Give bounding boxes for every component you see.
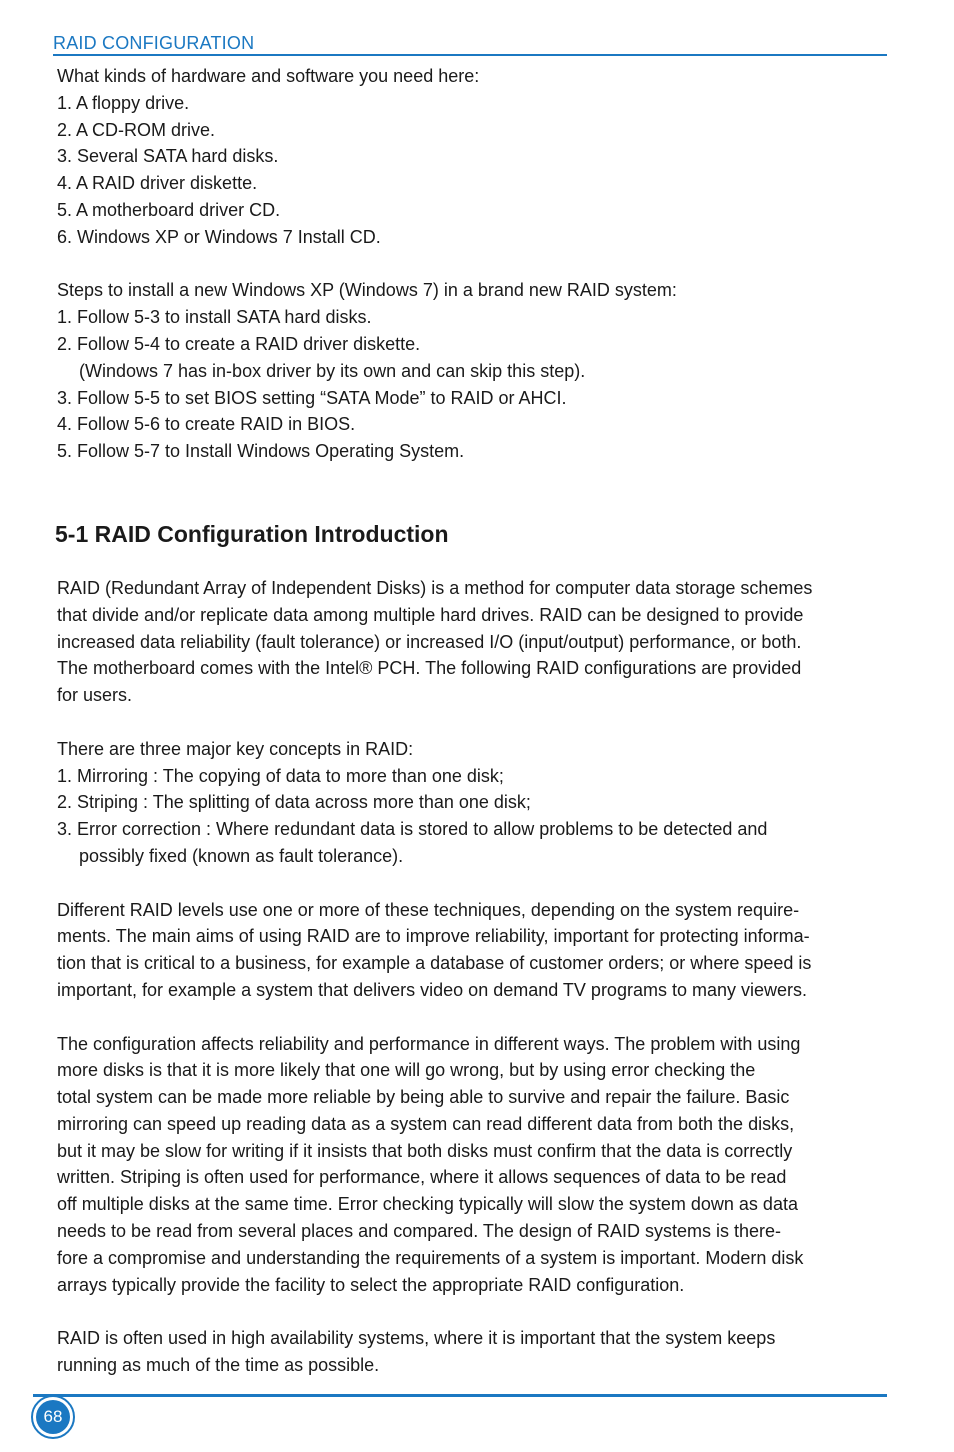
paragraph-line: fore a compromise and understanding the requirements of a system is important. Modern disk — [57, 1247, 804, 1268]
step-item: 3. Follow 5-5 to set BIOS setting “SATA Mode” to RAID or AHCI. — [57, 387, 567, 408]
section-title: 5-1 RAID Configuration Introduction — [55, 520, 449, 547]
paragraph-line: RAID is often used in high availability systems, where it is important that the system keeps — [57, 1328, 776, 1349]
paragraph-line: Different RAID levels use one or more of these techniques, depending on the system require- — [57, 899, 800, 920]
paragraph-line: that divide and/or replicate data among multiple hard drives. RAID can be designed to provide — [57, 604, 804, 625]
concepts-intro: There are three major key concepts in RAID: — [57, 738, 414, 759]
requirement-item: 4. A RAID driver diskette. — [57, 173, 258, 194]
concept-item-continued: possibly fixed (known as fault tolerance). — [79, 845, 404, 866]
paragraph-line: tion that is critical to a business, for example a database of customer orders; or where speed is — [57, 953, 812, 974]
requirements-intro: What kinds of hardware and software you need here: — [57, 66, 480, 86]
paragraph-line: The motherboard comes with the Intel® PCH. The following RAID configurations are provided — [57, 658, 802, 679]
paragraph-line: but it may be slow for writing if it insists that both disks must confirm that the data is correctly — [57, 1140, 793, 1161]
paragraph-line: arrays typically provide the facility to select the appropriate RAID configuration. — [57, 1274, 685, 1295]
header-rule — [53, 54, 887, 56]
requirement-item: 3. Several SATA hard disks. — [57, 146, 279, 167]
paragraph-line: important, for example a system that delivers video on demand TV programs to many viewers. — [57, 979, 807, 1000]
step-item: 5. Follow 5-7 to Install Windows Operating System. — [57, 441, 465, 462]
step-item: 2. Follow 5-4 to create a RAID driver diskette. — [57, 333, 421, 354]
concept-item: 1. Mirroring : The copying of data to more than one disk; — [57, 765, 504, 786]
paragraph-line: RAID (Redundant Array of Independent Disks) is a method for computer data storage schemes — [57, 577, 813, 598]
requirement-item: 2. A CD-ROM drive. — [57, 119, 216, 140]
paragraph-line: off multiple disks at the same time. Error checking typically will slow the system down as data — [57, 1194, 798, 1215]
page-content — [57, 63, 882, 1379]
step-item: 1. Follow 5-3 to install SATA hard disks. — [57, 307, 372, 328]
page-number: 68 — [36, 1400, 70, 1434]
paragraph-line: total system can be made more reliable by being able to survive and repair the failure. Basic — [57, 1087, 790, 1108]
paragraph-line: increased data reliability (fault tolerance) or increased I/O (input/output) performance, or both. — [57, 631, 802, 652]
paragraph-line: The configuration affects reliability and performance in different ways. The problem with using — [57, 1033, 801, 1054]
step-item: 4. Follow 5-6 to create RAID in BIOS. — [57, 414, 356, 435]
paragraph-line: mirroring can speed up reading data as a system can read different data from both the disks, — [57, 1113, 795, 1134]
step-note: (Windows 7 has in-box driver by its own and can skip this step). — [79, 360, 586, 381]
steps-intro: Steps to install a new Windows XP (Windows 7) in a brand new RAID system: — [57, 280, 677, 301]
footer-rule — [33, 1394, 887, 1397]
paragraph-line: more disks is that it is more likely that one will go wrong, but by using error checking the — [57, 1060, 756, 1081]
concept-item: 3. Error correction : Where redundant data is stored to allow problems to be detected and — [57, 819, 768, 840]
requirement-item: 1. A floppy drive. — [57, 92, 190, 113]
paragraph-line: running as much of the time as possible. — [57, 1355, 380, 1376]
concept-item: 2. Striping : The splitting of data across more than one disk; — [57, 792, 531, 813]
requirement-item: 5. A motherboard driver CD. — [57, 199, 281, 220]
running-header: RAID CONFIGURATION — [53, 33, 255, 53]
paragraph-line: needs to be read from several places and compared. The design of RAID systems is there- — [57, 1221, 782, 1242]
page-number-badge — [31, 1395, 75, 1439]
paragraph-line: for users. — [57, 685, 133, 706]
requirement-item: 6. Windows XP or Windows 7 Install CD. — [57, 226, 381, 247]
paragraph-line: written. Striping is often used for performance, where it allows sequences of data to be read — [57, 1167, 787, 1188]
paragraph-line: ments. The main aims of using RAID are to improve reliability, important for protecting informa- — [57, 926, 810, 947]
